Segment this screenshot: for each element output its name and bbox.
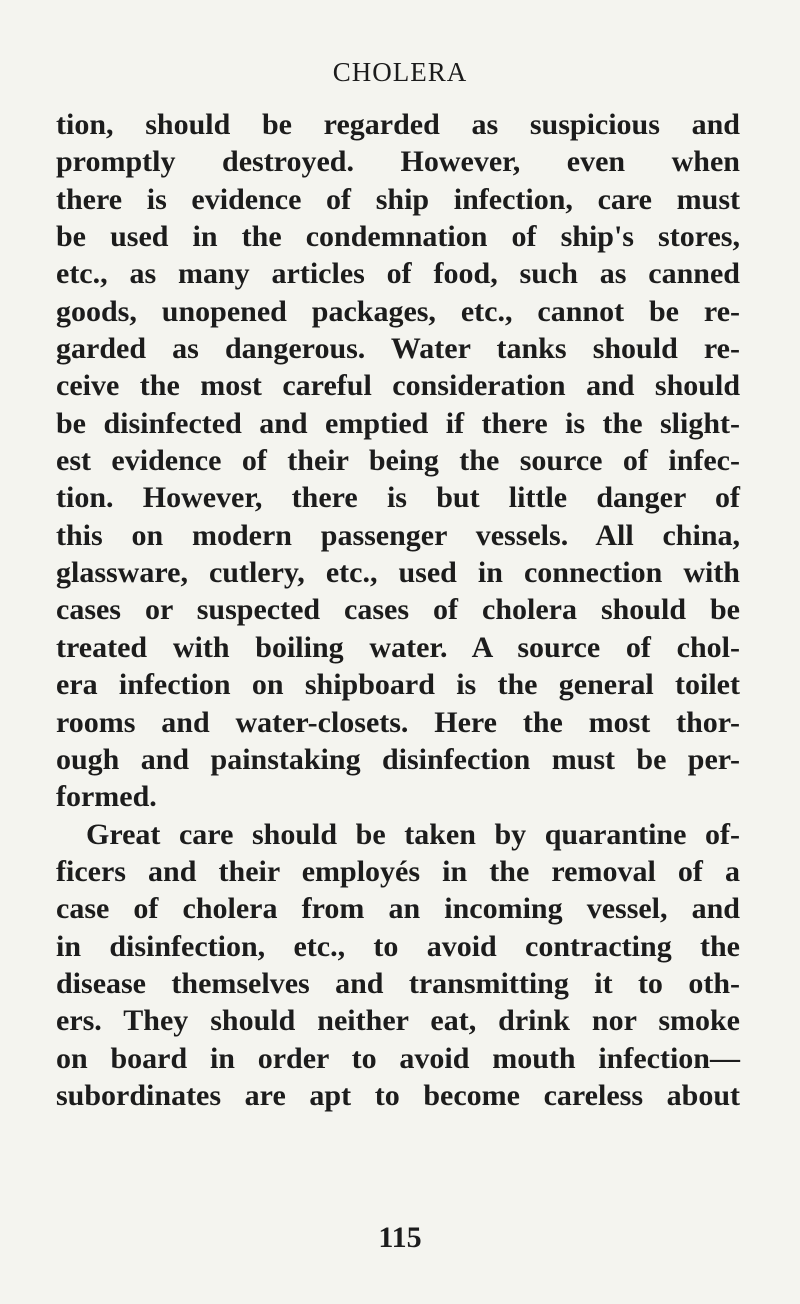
text-line: case of cholera from an incoming vessel, and (56, 892, 740, 926)
text-line: ficers and their employés in the removal of a (56, 854, 740, 888)
text-line: etc., as many articles of food, such as canned (56, 257, 740, 291)
paragraph-1 (56, 106, 740, 816)
text-line: be used in the condemnation of ship's stores, (56, 220, 740, 254)
text-line: garded as dangerous. Water tanks should re- (56, 332, 740, 366)
text-line: promptly destroyed. However, even when (56, 145, 740, 179)
text-line: goods, unopened packages, etc., cannot be re- (56, 294, 740, 328)
running-head: CHOLERA (332, 57, 468, 87)
text-line: in disinfection, etc., to avoid contracting the (56, 929, 740, 963)
text-line: era infection on shipboard is the general toilet (56, 668, 740, 702)
paragraph-2 (56, 816, 740, 1115)
text-line: formed. (56, 780, 157, 814)
text-line: treated with boiling water. A source of chol- (56, 630, 740, 664)
text-line: tion. However, there is but little danger of (56, 481, 740, 515)
text-line: disease themselves and transmitting it to oth- (56, 966, 740, 1000)
text-line: Great care should be taken by quarantine of- (86, 817, 740, 851)
text-line: on board in order to avoid mouth infection— (56, 1041, 740, 1075)
text-line: be disinfected and emptied if there is the slight- (56, 406, 740, 440)
text-line: ceive the most careful consideration and should (56, 369, 740, 403)
page-number: 115 (378, 1221, 422, 1254)
text-line: there is evidence of ship infection, care must (56, 182, 740, 216)
text-line: cases or suspected cases of cholera should be (56, 593, 740, 627)
text-line: est evidence of their being the source of infec- (56, 444, 740, 478)
text-line: subordinates are apt to become careless about (56, 1078, 740, 1112)
text-line: rooms and water-closets. Here the most thor- (56, 705, 740, 739)
text-line: glassware, cutlery, etc., used in connection with (56, 556, 740, 590)
text-line: this on modern passenger vessels. All china, (56, 518, 740, 552)
text-line: tion, should be regarded as suspicious and (56, 108, 740, 141)
text-line: ough and painstaking disinfection must be per- (56, 742, 740, 776)
body-text (56, 106, 740, 1114)
text-line: ers. They should neither eat, drink nor smoke (56, 1004, 740, 1038)
